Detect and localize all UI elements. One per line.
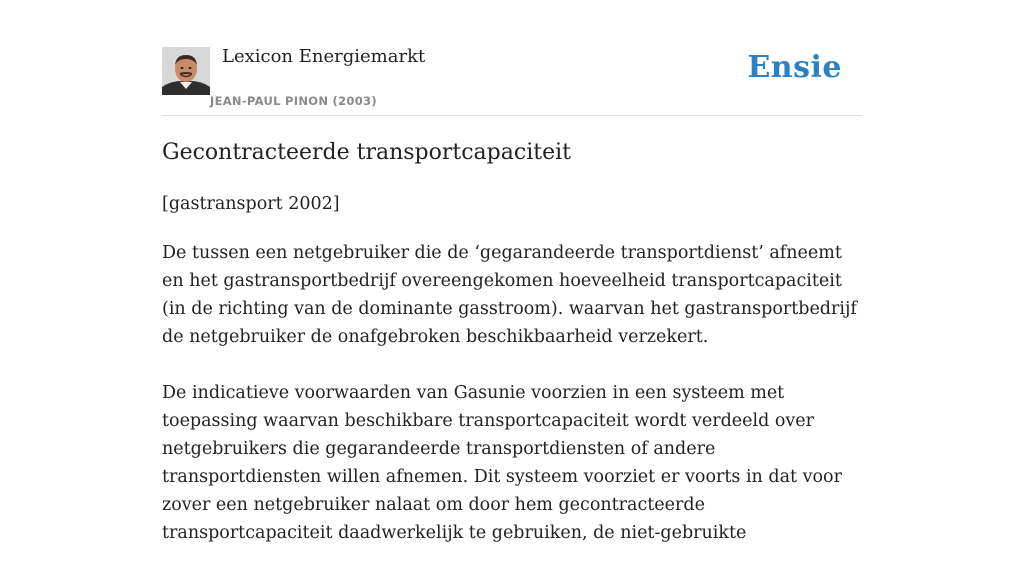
ensie-logo[interactable]: Ensie — [747, 50, 842, 85]
lexicon-title[interactable]: Lexicon Energiemarkt — [222, 46, 426, 67]
article-body — [162, 239, 862, 575]
author-avatar[interactable] — [162, 47, 210, 95]
paragraph: De tussen een netgebruiker die de ‘gegarandeerde transportdienst’ afneemt en het gastransportbedrijf overeengekomen hoeveelheid transportcapaciteit (in de richting van de dominante gasstroom). waarvan het gastransportbedrijf de netgebruiker de onafgebroken beschikbaarheid verzekert. — [162, 243, 857, 347]
page-title: Gecontracteerde transportcapaciteit — [162, 140, 571, 165]
author-portrait-icon — [162, 47, 210, 95]
category-label: [gastransport 2002] — [162, 194, 340, 214]
paragraph: De indicatieve voorwaarden van Gasunie voorzien in een systeem met toepassing waarvan beschikbare transportcapaciteit wordt verdeeld over netgebruikers die gegarandeerde transportdiensten of andere transportdiensten willen afnemen. Dit systeem voorziet er voorts in dat voor zover een netgebruiker nalaat om door hem gecontracteerde transportcapaciteit daadwerkelijk te gebruiken, de niet-gebruikte — [162, 383, 842, 543]
content-container — [162, 0, 862, 543]
author-name[interactable]: JEAN-PAUL PINON (2003) — [210, 94, 377, 108]
header — [162, 0, 862, 116]
